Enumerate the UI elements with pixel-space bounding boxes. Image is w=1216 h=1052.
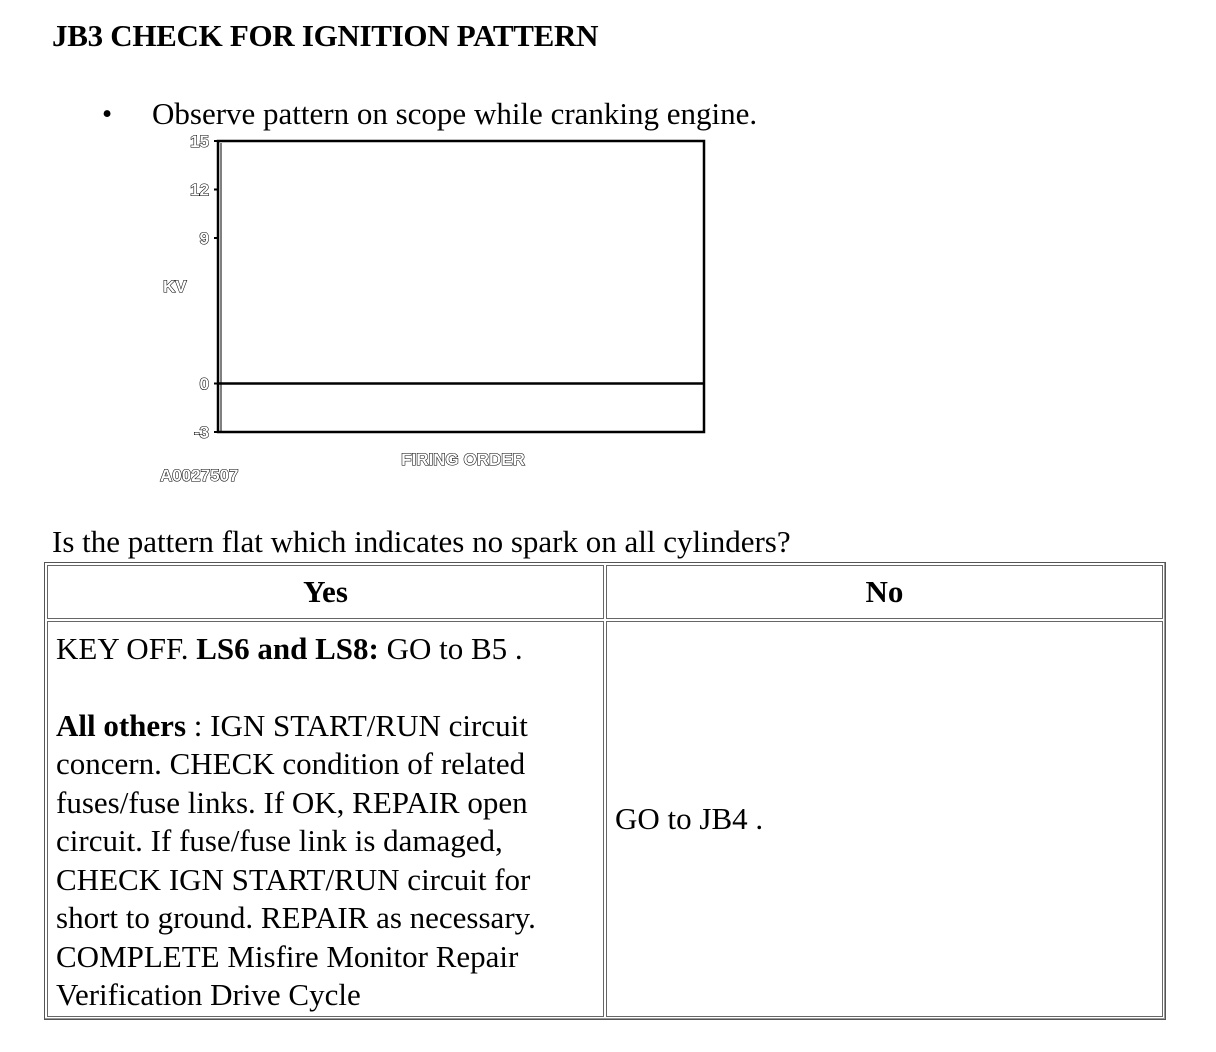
no-answer-cell xyxy=(606,621,1163,1017)
x-axis-label: FIRING ORDER xyxy=(401,450,525,469)
table-row xyxy=(47,621,1163,1017)
question-text: Is the pattern flat which indicates no spark on all cylinders? xyxy=(52,524,791,559)
yes-paragraph-1 xyxy=(56,630,595,669)
no-answer-text: GO to JB4 . xyxy=(615,800,764,836)
bullet-marker: • xyxy=(102,98,113,130)
paragraph-gap xyxy=(56,669,595,707)
yes-p1-lead: KEY OFF. xyxy=(56,631,197,666)
y-tick-label: -3 xyxy=(193,423,209,442)
yes-header: Yes xyxy=(47,565,604,619)
instruction-text: Observe pattern on scope while cranking engine. xyxy=(152,96,758,131)
y-tick-label: 9 xyxy=(199,229,209,248)
y-tick-label: 12 xyxy=(190,180,209,200)
yes-p1-bold: LS6 and LS8: xyxy=(196,631,379,666)
yes-answer-cell xyxy=(47,621,604,1017)
table-header-row xyxy=(47,565,1163,619)
y-axis-label: KV xyxy=(163,277,187,296)
figure-id-label: A0027507 xyxy=(160,466,239,485)
yes-p2-bold: All others xyxy=(56,707,187,743)
yes-paragraph-2 xyxy=(56,707,595,1015)
answer-table xyxy=(44,562,1166,1020)
page-title: JB3 CHECK FOR IGNITION PATTERN xyxy=(52,18,599,53)
yes-p1-rest: GO to B5 . xyxy=(378,631,523,666)
scope-frame xyxy=(218,141,704,432)
yes-p2-rest: : IGN START/RUN circuit concern. CHECK condition of related fuses/fuse links. If OK, REPAIR open circuit. If fuse/fuse link is damaged, CHECK IGN START/RUN circuit for short to ground. REPAIR as necessary. COMPLETE Misfire Monitor Repair Verification Drive Cycle xyxy=(56,707,536,1012)
no-header: No xyxy=(606,565,1163,619)
y-tick-label: 15 xyxy=(190,132,209,151)
scope-plot xyxy=(160,132,704,485)
y-tick-label: 0 xyxy=(199,374,209,394)
